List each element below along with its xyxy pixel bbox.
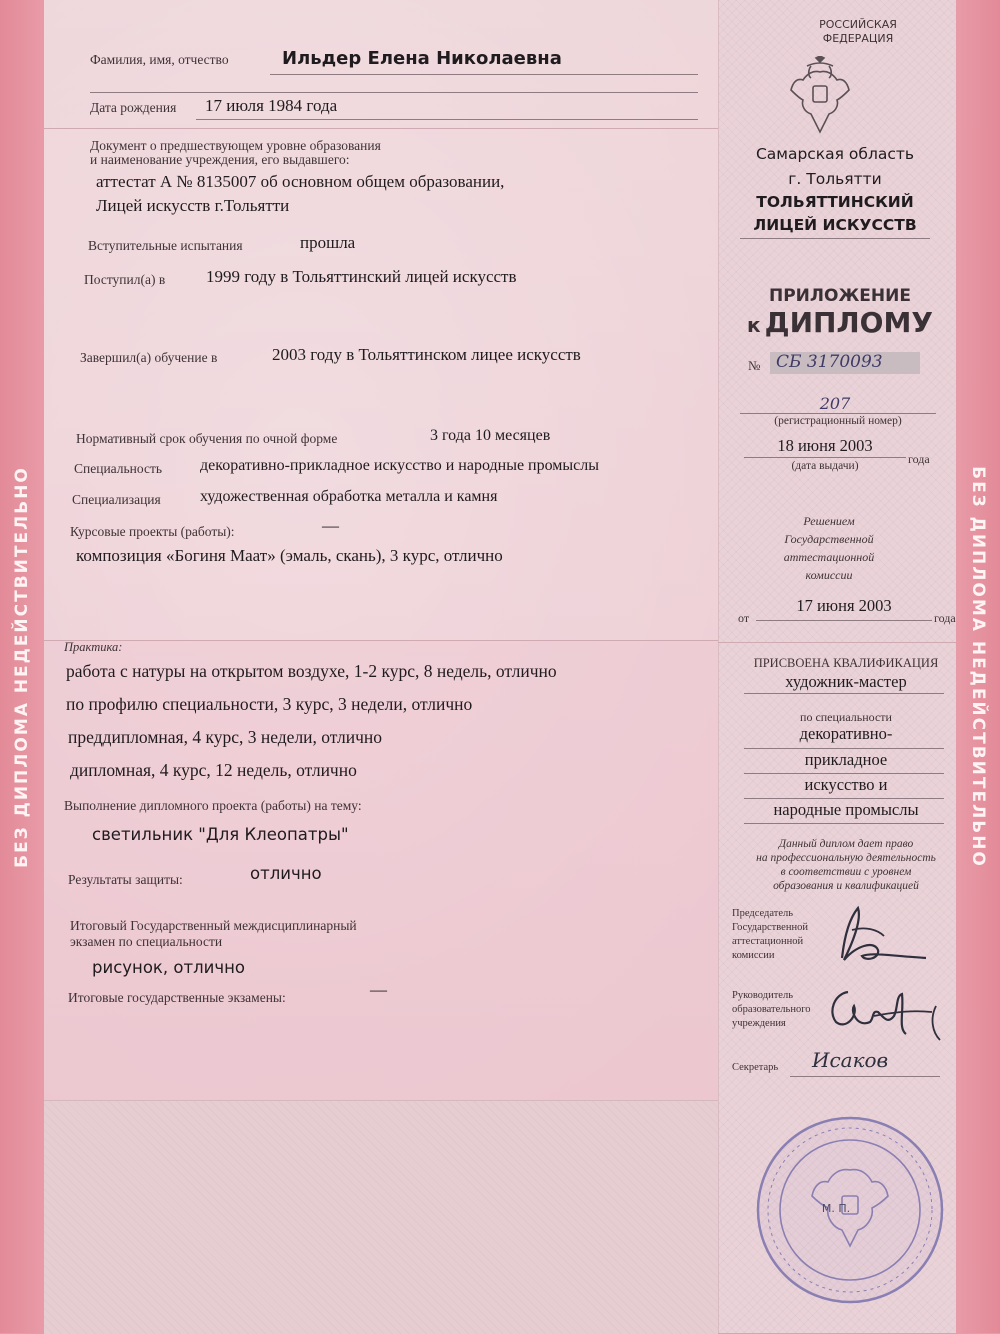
- practice-item: преддипломная, 4 курс, 3 недели, отлично: [68, 727, 383, 747]
- to-diploma-title: [738, 306, 942, 339]
- separator: [718, 642, 956, 643]
- thesis-label: Выполнение дипломного проекта (работы) на тему:: [64, 798, 362, 813]
- decision-line-4: комиссии: [805, 568, 853, 582]
- reg-number-label: (регистрационный номер): [774, 415, 902, 427]
- head-label-3: учреждения: [732, 1018, 786, 1029]
- decision-from-label: от: [738, 611, 750, 625]
- dob-label: Дата рождения: [90, 100, 177, 115]
- finished-value: 2003 году в Тольяттинском лицее искусств: [272, 345, 581, 364]
- underline: [196, 119, 698, 120]
- specialty-value: декоративно-прикладное искусство и народные промыслы: [200, 457, 600, 474]
- prev-doc-label-2: и наименование учреждения, его выдавшего:: [90, 152, 350, 167]
- underline: [744, 693, 944, 694]
- practice-label: Практика:: [64, 640, 123, 654]
- number-label: №: [748, 358, 761, 373]
- enrolled-value: 1999 году в Тольяттинский лицей искусств: [206, 267, 517, 286]
- chair-signature: [822, 900, 932, 970]
- course-projects-dash: —: [322, 516, 339, 535]
- separator: [44, 640, 718, 641]
- secretary-signature: Исаков: [812, 1048, 889, 1072]
- decision-line-3: аттестационной: [783, 550, 875, 564]
- issue-year-suffix: года: [908, 452, 930, 466]
- underline: [740, 413, 936, 414]
- course-projects-value: композиция «Богиня Маат» (эмаль, скань), 3 курс, отлично: [76, 546, 503, 565]
- course-projects-label: Курсовые проекты (работы):: [70, 524, 235, 539]
- underline: [740, 238, 930, 239]
- entrance-label: Вступительные испытания: [88, 238, 243, 253]
- specialty-line: прикладное: [804, 750, 888, 769]
- country-1: РОССИЙСКАЯ: [819, 18, 897, 31]
- underline: [744, 773, 944, 774]
- issue-date-label: (дата выдачи): [791, 460, 859, 472]
- finished-label: Завершил(а) обучение в: [80, 350, 218, 365]
- rights-line-2: на профессиональную деятельность: [756, 852, 936, 864]
- specialty-label-right: по специальности: [800, 710, 892, 724]
- head-signature: [814, 982, 954, 1046]
- to-diploma-prefix: к: [747, 313, 761, 337]
- underline: [744, 457, 906, 458]
- reg-number-value: 207: [819, 394, 851, 413]
- underline: [790, 1076, 940, 1077]
- underline: [744, 823, 944, 824]
- final-exams-label: Итоговые государственные экзамены:: [68, 990, 286, 1005]
- specialty-label: Специальность: [74, 461, 163, 476]
- chair-label-4: комиссии: [732, 950, 775, 961]
- country-2: ФЕДЕРАЦИЯ: [822, 32, 894, 45]
- enrolled-label: Поступил(а) в: [84, 272, 166, 287]
- coat-of-arms-icon: [789, 56, 851, 136]
- practice-item: дипломная, 4 курс, 12 недель, отлично: [70, 760, 357, 780]
- prev-doc-label-1: Документ о предшествующем уровне образования: [90, 138, 381, 153]
- defense-label: Результаты защиты:: [68, 872, 183, 887]
- issue-date-value: 18 июня 2003: [777, 436, 873, 455]
- final-exams-dash: —: [370, 980, 387, 999]
- entrance-value: прошла: [300, 233, 356, 252]
- city: г. Тольятти: [788, 170, 882, 188]
- chair-label-1: Председатель: [732, 908, 794, 919]
- decision-date-value: 17 июня 2003: [796, 596, 892, 615]
- defense-value: отлично: [250, 864, 322, 883]
- appendix-title: ПРИЛОЖЕНИЕ: [769, 286, 911, 306]
- secretary-label: Секретарь: [732, 1062, 779, 1073]
- left-vertical-warning: БЕЗ ДИПЛОМА НЕДЕЙСТВИТЕЛЬНО: [12, 465, 32, 868]
- school-line-2: ЛИЦЕЙ ИСКУССТВ: [753, 216, 917, 234]
- underline: [270, 74, 698, 75]
- interdisc-value: рисунок, отлично: [92, 958, 245, 977]
- practice-item: работа с натуры на открытом воздухе, 1-2 курс, 8 недель, отлично: [66, 661, 557, 681]
- qualification-label: ПРИСВОЕНА КВАЛИФИКАЦИЯ: [753, 656, 939, 670]
- specialty-line: декоративно-: [799, 724, 893, 743]
- dob-value: 17 июля 1984 года: [205, 96, 338, 115]
- underline: [90, 92, 698, 93]
- duration-value: 3 года 10 месяцев: [430, 427, 551, 444]
- chair-label-3: аттестационной: [732, 936, 804, 947]
- interdisc-label-1: Итоговый Государственный междисциплинарный: [70, 918, 357, 933]
- prev-doc-value-2: Лицей искусств г.Тольятти: [96, 196, 290, 215]
- rights-line-1: Данный диплом дает право: [778, 838, 914, 850]
- rights-line-3: в соответствии с уровнем: [780, 866, 912, 878]
- number-value: СБ 3170093: [776, 352, 883, 372]
- region: Самарская область: [755, 145, 915, 163]
- stamp-label: М. П.: [821, 1202, 851, 1215]
- practice-item: по профилю специальности, 3 курс, 3 недели, отлично: [66, 694, 473, 714]
- right-vertical-warning: БЕЗ ДИПЛОМА НЕДЕЙСТВИТЕЛЬНО: [968, 465, 988, 868]
- underline: [744, 748, 944, 749]
- specialization-label: Специализация: [72, 492, 161, 507]
- underline: [744, 798, 944, 799]
- specialization-value: художественная обработка металла и камня: [200, 488, 498, 505]
- qualification-value: художник-мастер: [785, 672, 907, 691]
- specialty-line: искусство и: [804, 775, 888, 794]
- thesis-value: светильник "Для Клеопатры": [92, 825, 349, 844]
- head-label-2: образовательного: [732, 1004, 811, 1015]
- decision-line-1: Решением: [803, 514, 855, 528]
- interdisc-label-2: экзамен по специальности: [70, 934, 223, 949]
- bottom-blank-area: [44, 1100, 718, 1334]
- specialty-line: народные промыслы: [773, 800, 919, 819]
- chair-label-2: Государственной: [732, 922, 808, 933]
- head-label-1: Руководитель: [732, 990, 793, 1001]
- decision-line-2: Государственной: [784, 532, 874, 546]
- rights-line-4: образования и квалификацией: [773, 880, 919, 892]
- underline: [756, 620, 932, 621]
- prev-doc-value-1: аттестат А № 8135007 об основном общем образовании,: [96, 172, 505, 191]
- decision-year-suffix: года: [934, 611, 956, 625]
- fio-value: Ильдер Елена Николаевна: [282, 48, 562, 69]
- school-line-1: ТОЛЬЯТТИНСКИЙ: [756, 193, 914, 211]
- separator: [44, 128, 718, 129]
- fio-label: Фамилия, имя, отчество: [90, 52, 229, 67]
- duration-label: Нормативный срок обучения по очной форме: [76, 431, 338, 446]
- diploma-word: ДИПЛОМУ: [764, 306, 933, 339]
